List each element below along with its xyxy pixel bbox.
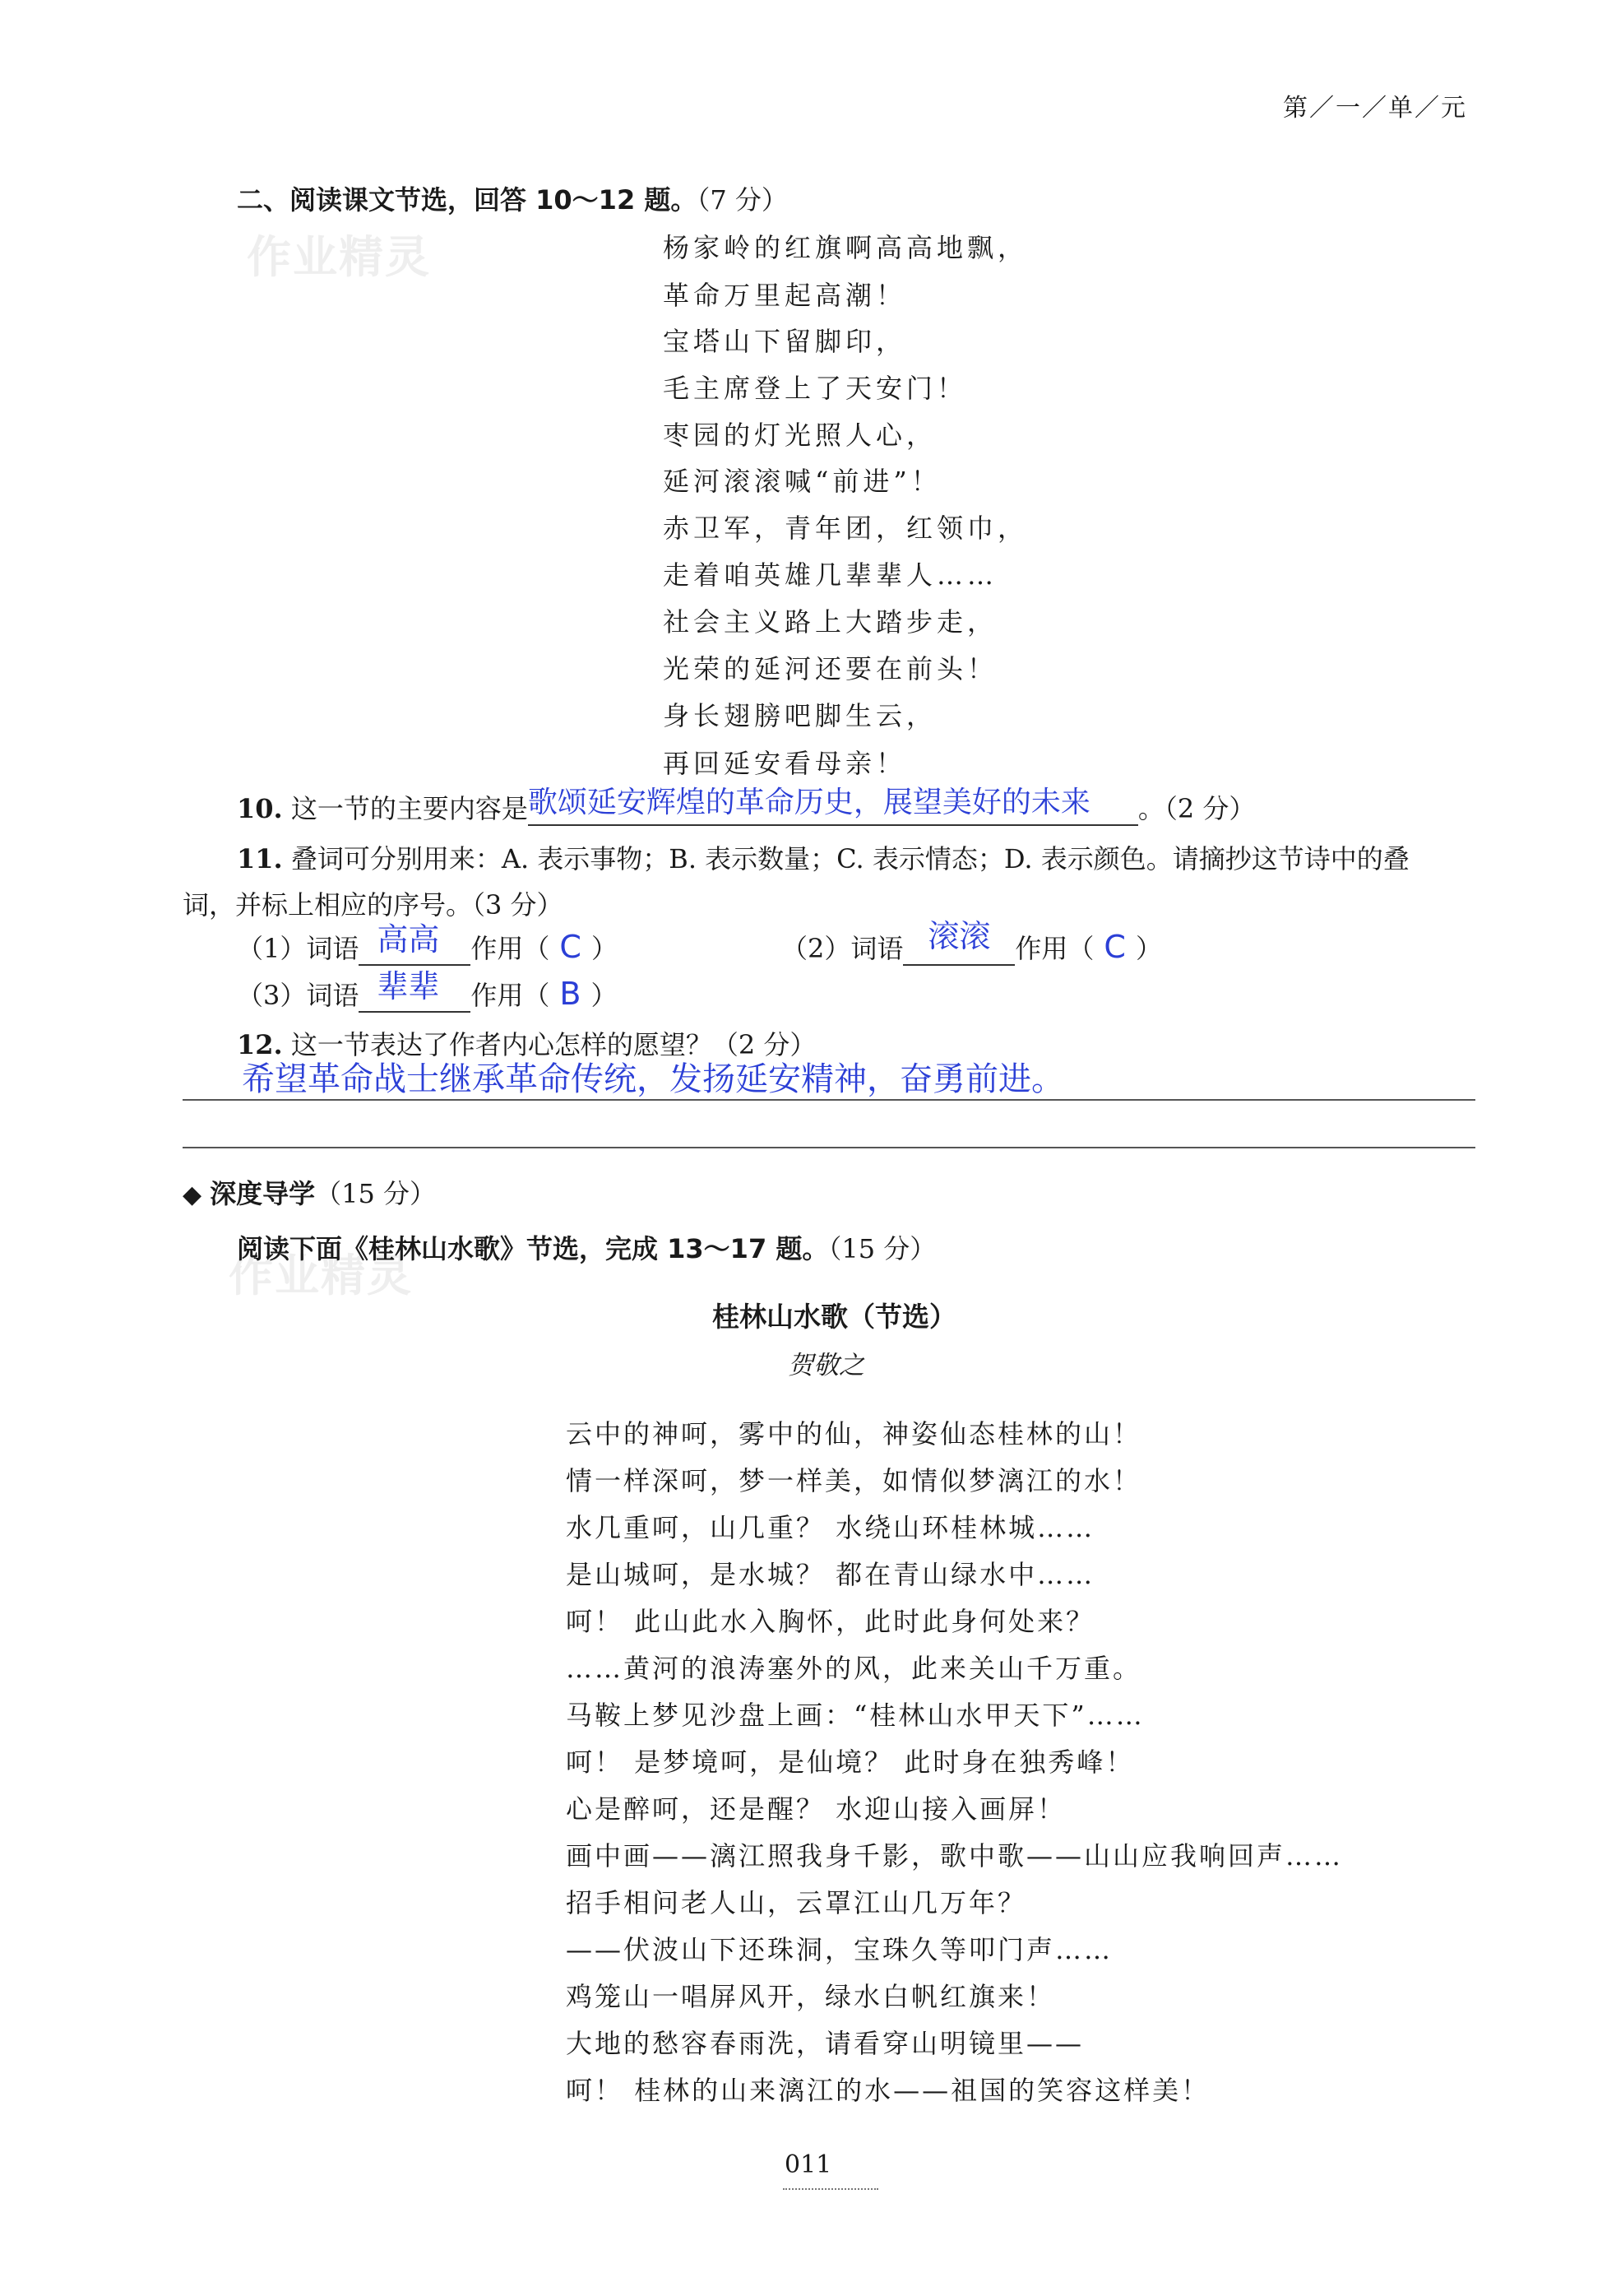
answer-line — [183, 1099, 1475, 1101]
question-11-line1 — [237, 838, 1410, 876]
poem-line: 宝塔山下留脚印， — [663, 326, 907, 357]
q11-item-3 — [237, 968, 618, 1013]
poem-line: 情一样深呵，梦一样美，如情似梦漓江的水！ — [566, 1465, 1142, 1496]
q12-answer[interactable]: 希望革命战士继承革命传统，发扬延安精神，奋勇前进。 — [242, 1060, 1064, 1098]
q11-number: 11. — [237, 843, 283, 874]
poem-line: 马鞍上梦见沙盘上画：“桂林山水甲天下”…… — [566, 1700, 1145, 1731]
poem-line: 呵！ 是梦境呵，是仙境？ 此时身在独秀峰！ — [566, 1746, 1135, 1778]
poem-line: 再回延安看母亲！ — [663, 748, 907, 779]
deep-points: （15 分） — [315, 1178, 436, 1209]
q12-text: 这一节表达了作者内心怎样的愿望？（2 分） — [290, 1029, 817, 1060]
poem-line: 水几重呵，山几重？ 水绕山环桂林城…… — [566, 1512, 1095, 1543]
poem-line: 走着咱英雄几辈辈人…… — [663, 559, 998, 591]
q12-number: 12. — [237, 1029, 283, 1060]
poem-title: 桂林山水歌（节选） — [712, 1301, 956, 1333]
poem-line: 赤卫军，青年团，红领巾， — [663, 513, 1029, 544]
q11-item-blank[interactable] — [903, 918, 1015, 966]
q11-item-word: 辈辈 — [377, 968, 440, 1004]
q11-item-word: 滚滚 — [928, 918, 991, 954]
q11-item-end: ） — [1135, 933, 1162, 964]
deep-instruction-text: 阅读下面《桂林山水歌》节选，完成 13～17 题。 — [237, 1233, 829, 1264]
section2-points: （7 分） — [697, 184, 788, 216]
q11-item-answer[interactable]: B — [559, 976, 581, 1012]
poem-line: 呵！ 桂林的山来漓江的水——祖国的笑容这样美！ — [566, 2075, 1211, 2106]
deep-title-text: 深度导学 — [210, 1178, 316, 1209]
q11-item-mid: 作用（ — [470, 980, 550, 1011]
poem-line: 光荣的延河还要在前头！ — [663, 653, 998, 684]
poem-line: 是山城呵，是水城？ 都在青山绿水中…… — [566, 1559, 1095, 1590]
poem-line: ——伏波山下还珠洞，宝珠久等叩门声…… — [566, 1934, 1114, 1965]
answer-line — [183, 1147, 1475, 1148]
q11-item-blank[interactable] — [359, 968, 470, 1013]
page-number: 011 — [785, 2150, 832, 2179]
watermark-middle: 作业精灵 — [229, 1250, 413, 1301]
poem-line: 杨家岭的红旗啊高高地飘， — [663, 232, 1029, 263]
watermark-top: 作业精灵 — [247, 231, 431, 283]
poem-line: 云中的神呵，雾中的仙，神姿仙态桂林的山！ — [566, 1418, 1142, 1449]
poem-author: 贺敬之 — [788, 1351, 864, 1380]
poem-line: 心是醉呵，还是醒？ 水迎山接入画屏！ — [566, 1793, 1067, 1825]
q10-suffix: 。（2 分） — [1137, 793, 1256, 824]
question-11-line2: 词，并标上相应的序号。（3 分） — [183, 889, 563, 921]
poem-line: 大地的愁容春雨洗，请看穿山明镜里—— — [566, 2028, 1085, 2059]
deep-instruction-points: （15 分） — [828, 1233, 937, 1264]
q11-item-mid: 作用（ — [470, 933, 550, 964]
poem-line: 画中画——漓江照我身千影，歌中歌——山山应我响回声…… — [566, 1840, 1344, 1872]
poem-line: 毛主席登上了天安门！ — [663, 373, 968, 404]
diamond-icon: ◆ — [183, 1180, 202, 1209]
q10-number: 10. — [237, 793, 283, 824]
question-10 — [237, 786, 1255, 826]
poem-line: 社会主义路上大踏步走， — [663, 606, 998, 638]
page-number-underline — [783, 2188, 878, 2190]
poem-line: 延河滚滚喊“前进”！ — [663, 466, 942, 497]
q11-item-mid: 作用（ — [1015, 933, 1095, 964]
q10-answer-blank[interactable] — [528, 786, 1138, 826]
q11-item-end: ） — [590, 980, 618, 1011]
deep-instruction — [237, 1228, 936, 1266]
poem-line: 呵！ 此山此水入胸怀，此时此身何处来？ — [566, 1606, 1095, 1637]
section2-title-text: 二、阅读课文节选，回答 10～12 题。 — [237, 184, 697, 216]
poem-line: 枣园的灯光照人心， — [663, 420, 938, 451]
poem-line: 招手相问老人山，云罩江山几万年？ — [566, 1887, 1027, 1918]
poem-line: 鸡笼山一唱屏风开，绿水白帆红旗来！ — [566, 1981, 1056, 2012]
q11-item-answer[interactable]: C — [559, 929, 581, 965]
section2-title — [237, 179, 788, 217]
poem-line: 身长翅膀吧脚生云， — [663, 700, 938, 731]
q11-item-2 — [781, 918, 1162, 966]
q11-text-line1: 叠词可分别用来：A. 表示事物；B. 表示数量；C. 表示情态；D. 表示颜色。请摘抄这节诗中的叠 — [290, 843, 1410, 874]
q11-item-label: （1）词语 — [237, 933, 359, 964]
q10-text: 这一节的主要内容是 — [290, 793, 528, 824]
q10-answer: 歌颂延安辉煌的革命历史，展望美好的未来 — [527, 786, 1090, 819]
q11-item-word: 高高 — [377, 921, 440, 958]
q11-item-label: （2）词语 — [781, 933, 904, 964]
deep-section-title — [183, 1173, 436, 1211]
poem-line: ……黄河的浪涛塞外的风，此来关山千万重。 — [566, 1653, 1142, 1684]
poem-line: 革命万里起高潮！ — [663, 280, 907, 311]
unit-header: 第／一／单／元 — [1283, 94, 1467, 123]
q11-item-end: ） — [590, 933, 618, 964]
q11-item-label: （3）词语 — [237, 980, 359, 1011]
q11-item-answer[interactable]: C — [1104, 929, 1126, 965]
